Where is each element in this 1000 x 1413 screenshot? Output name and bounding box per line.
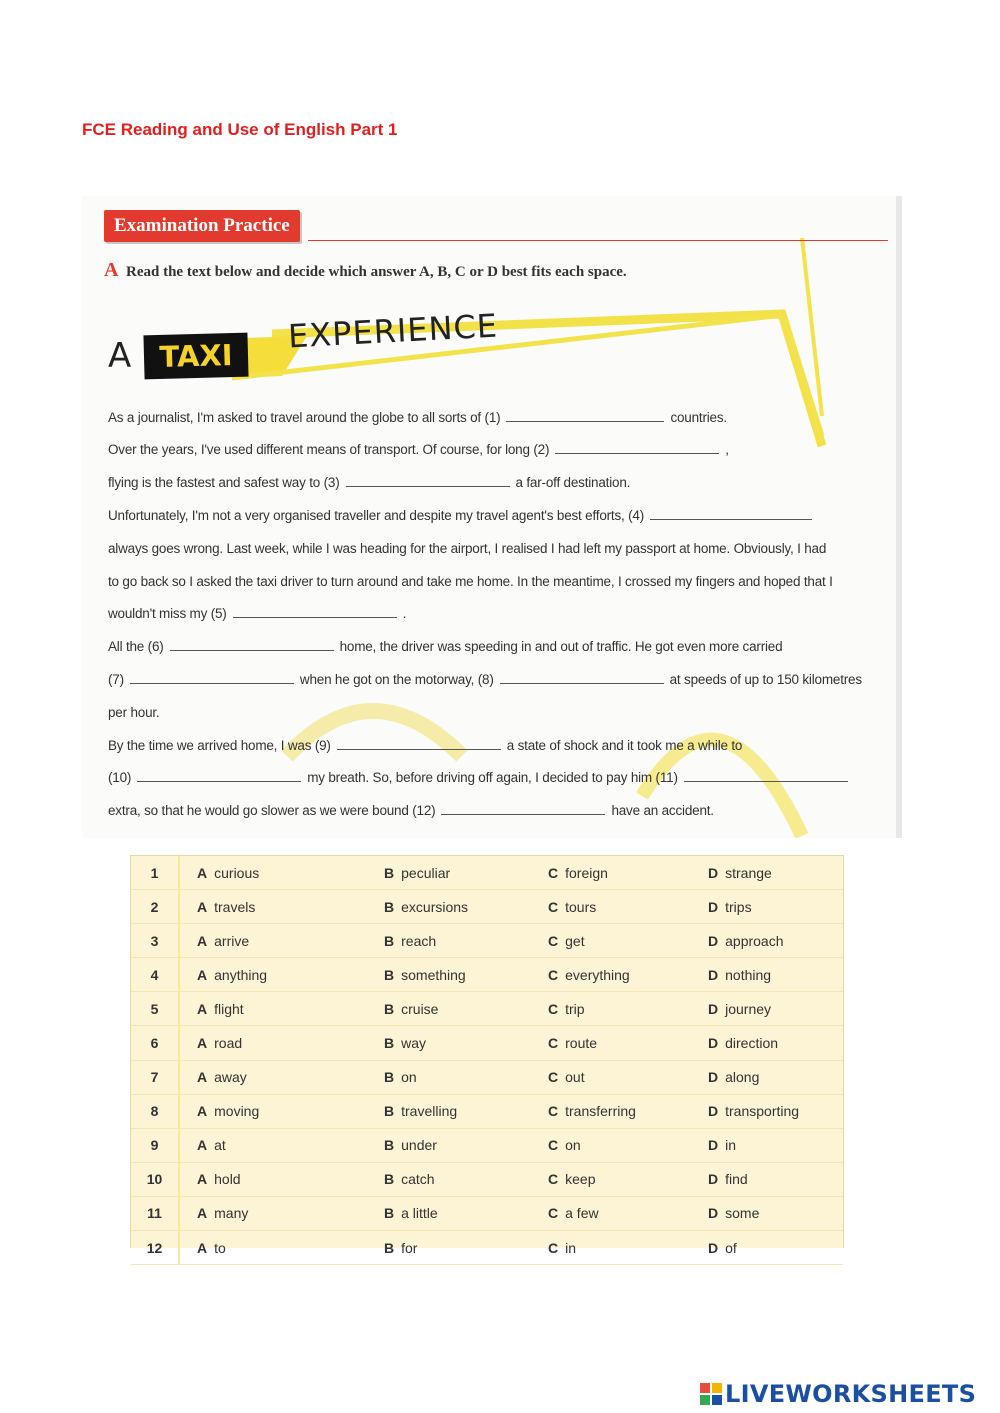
gap-6[interactable] (170, 639, 334, 651)
question-number: 11 (147, 1205, 162, 1222)
option-b[interactable] (384, 958, 548, 992)
option-c[interactable] (548, 890, 708, 924)
option-b[interactable] (384, 1026, 548, 1060)
option-c[interactable] (548, 1162, 708, 1196)
gap-5[interactable] (233, 606, 397, 618)
option-c[interactable] (548, 856, 708, 890)
option-d[interactable] (708, 890, 843, 924)
option-letter: C (548, 1069, 559, 1086)
option-word: out (565, 1069, 585, 1086)
scan-edge (896, 196, 902, 838)
option-word: some (725, 1205, 760, 1222)
option-letter: B (384, 1137, 395, 1154)
option-word: peculiar (401, 864, 451, 881)
option-letter: B (384, 1103, 395, 1120)
option-letter: A (197, 864, 208, 881)
option-word: transporting (725, 1103, 800, 1120)
option-word: way (401, 1035, 427, 1052)
option-c[interactable] (548, 1231, 708, 1265)
option-d[interactable] (708, 1026, 843, 1060)
option-letter: A (197, 1171, 208, 1188)
option-letter: C (548, 898, 559, 915)
passage-line-7: wouldn't miss my (5) . (108, 606, 407, 621)
option-number (131, 1060, 179, 1094)
option-b[interactable] (384, 1094, 548, 1128)
option-d[interactable] (708, 1060, 843, 1094)
options-table (130, 855, 844, 1256)
option-word: on (565, 1137, 581, 1154)
option-word: road (214, 1035, 243, 1052)
option-row-5 (131, 992, 843, 1026)
option-letter: A (197, 1035, 208, 1052)
option-letter: B (384, 932, 395, 949)
option-d[interactable] (708, 856, 843, 890)
question-number: 6 (150, 1035, 159, 1052)
option-letter: D (708, 1000, 719, 1017)
option-word: away (214, 1069, 247, 1086)
gap-8[interactable] (500, 672, 664, 684)
option-word: in (565, 1239, 577, 1256)
option-letter: A (197, 1000, 208, 1017)
gap-2[interactable] (555, 442, 719, 454)
option-row-1 (131, 856, 843, 890)
option-c[interactable] (548, 924, 708, 958)
exercise-scan (82, 196, 902, 838)
option-a[interactable] (179, 1128, 384, 1162)
question-number: 10 (146, 1171, 163, 1188)
option-word: of (725, 1239, 737, 1256)
option-word: excursions (401, 898, 469, 915)
option-a[interactable] (179, 1196, 384, 1230)
question-number: 1 (150, 864, 159, 881)
option-c[interactable] (548, 1026, 708, 1060)
option-word: nothing (725, 966, 772, 983)
logo-text: LIVEWORKSHEETS (725, 1380, 977, 1408)
option-letter: D (708, 932, 719, 949)
option-row-2 (131, 890, 843, 924)
option-letter: D (708, 1205, 719, 1222)
option-letter: C (548, 1239, 559, 1256)
question-number: 8 (150, 1103, 159, 1120)
option-word: curious (214, 864, 260, 881)
option-word: trips (725, 898, 752, 915)
option-a[interactable] (179, 1162, 384, 1196)
option-letter: C (548, 1171, 559, 1188)
passage-line-11: By the time we arrived home, I was (9) a state of shock and it took me a while to (108, 738, 743, 753)
option-a[interactable] (179, 1231, 384, 1265)
gap-1[interactable] (506, 410, 664, 422)
option-number (131, 1026, 179, 1060)
option-letter: B (384, 1239, 395, 1256)
option-c[interactable] (548, 1128, 708, 1162)
passage-line-10: per hour. (108, 705, 160, 720)
liveworksheets-logo (700, 1378, 976, 1410)
option-letter: C (548, 966, 559, 983)
option-row-7 (131, 1060, 843, 1094)
option-number (131, 958, 179, 992)
option-letter: C (548, 932, 559, 949)
option-letter: A (197, 966, 208, 983)
question-number: 12 (146, 1239, 163, 1256)
question-number: 5 (150, 1000, 159, 1017)
option-letter: B (384, 1171, 395, 1188)
option-row-6 (131, 1026, 843, 1060)
option-word: under (401, 1137, 437, 1154)
passage-line-8: All the (6) home, the driver was speeding in and out of traffic. He got even more carried (108, 639, 783, 654)
option-number (131, 992, 179, 1026)
option-letter: B (384, 898, 395, 915)
option-word: journey (725, 1000, 772, 1017)
headline-taxi: TAXI (143, 333, 248, 380)
option-word: keep (565, 1171, 596, 1188)
option-d[interactable] (708, 992, 843, 1026)
section-rule (308, 240, 888, 241)
option-letter: B (384, 864, 395, 881)
option-letter: D (708, 1171, 719, 1188)
option-word: a little (401, 1205, 438, 1222)
section-label: Examination Practice (104, 210, 300, 242)
option-letter: D (708, 1103, 719, 1120)
option-letter: D (708, 1137, 719, 1154)
option-b[interactable] (384, 1060, 548, 1094)
option-row-12 (131, 1231, 843, 1265)
instruction-text: Read the text below and decide which answer A, B, C or D best fits each space. (126, 264, 627, 280)
option-letter: B (384, 1000, 395, 1017)
passage-line-6: to go back so I asked the taxi driver to turn around and take me home. In the meantime, I crossed my fingers and hoped that I (108, 574, 833, 589)
option-word: route (565, 1035, 598, 1052)
liveworksheets-logo-icon (700, 1383, 722, 1405)
option-word: hold (214, 1171, 241, 1188)
option-word: something (401, 966, 466, 983)
option-number (131, 890, 179, 924)
option-number (131, 1162, 179, 1196)
passage-line-1: As a journalist, I'm asked to travel around the globe to all sorts of (1) countries. (108, 410, 727, 425)
question-number: 3 (150, 932, 159, 949)
option-word: for (401, 1239, 418, 1256)
option-a[interactable] (179, 992, 384, 1026)
option-d[interactable] (708, 924, 843, 958)
option-word: reach (401, 932, 437, 949)
option-letter: B (384, 1035, 395, 1052)
question-number: 2 (150, 898, 159, 915)
option-letter: A (197, 1205, 208, 1222)
option-word: at (214, 1137, 226, 1154)
option-letter: A (197, 898, 208, 915)
option-word: anything (214, 966, 268, 983)
option-d[interactable] (708, 1231, 843, 1265)
option-row-11 (131, 1196, 843, 1230)
option-letter: D (708, 1035, 719, 1052)
option-word: foreign (565, 864, 608, 881)
option-word: a few (565, 1205, 599, 1222)
gap-9[interactable] (337, 738, 501, 750)
option-word: strange (725, 864, 772, 881)
option-number (131, 924, 179, 958)
option-letter: A (197, 1137, 208, 1154)
option-a[interactable] (179, 1060, 384, 1094)
passage-line-9: (7) when he got on the motorway, (8) at speeds of up to 150 kilometres (108, 672, 862, 687)
option-letter: C (548, 1103, 559, 1120)
option-d[interactable] (708, 958, 843, 992)
passage-line-13: extra, so that he would go slower as we were bound (12) have an accident. (108, 803, 714, 818)
option-letter: D (708, 898, 719, 915)
option-letter: B (384, 966, 395, 983)
option-letter: C (548, 1137, 559, 1154)
option-b[interactable] (384, 992, 548, 1026)
option-c[interactable] (548, 1094, 708, 1128)
option-letter: B (384, 1069, 395, 1086)
option-letter: D (708, 966, 719, 983)
passage-line-2: Over the years, I've used different means of transport. Of course, for long (2) , (108, 442, 729, 457)
option-row-10 (131, 1162, 843, 1196)
option-word: approach (725, 932, 784, 949)
option-word: along (725, 1069, 760, 1086)
option-word: everything (565, 966, 630, 983)
gap-4[interactable] (650, 508, 812, 520)
gap-10[interactable] (137, 770, 301, 782)
option-number (131, 856, 179, 890)
option-letter: A (197, 1239, 208, 1256)
option-a[interactable] (179, 856, 384, 890)
option-c[interactable] (548, 1060, 708, 1094)
headline-prefix: A (108, 336, 133, 376)
option-letter: A (197, 1103, 208, 1120)
passage-line-12: (10) my breath. So, before driving off again, I decided to pay him (11) (108, 770, 854, 785)
page-title: FCE Reading and Use of English Part 1 (82, 120, 398, 139)
option-letter: D (708, 1069, 719, 1086)
option-b[interactable] (384, 924, 548, 958)
option-word: flight (214, 1000, 244, 1017)
option-word: in (725, 1137, 737, 1154)
passage-line-5: always goes wrong. Last week, while I was heading for the airport, I realised I had left my passport at home. Obviously, I had (108, 541, 827, 556)
instruction-letter: A (104, 259, 119, 281)
option-word: travels (214, 898, 256, 915)
option-letter: B (384, 1205, 395, 1222)
option-a[interactable] (179, 890, 384, 924)
option-word: direction (725, 1035, 779, 1052)
option-c[interactable] (548, 1196, 708, 1230)
option-b[interactable] (384, 1196, 548, 1230)
option-b[interactable] (384, 1231, 548, 1265)
passage-line-4: Unfortunately, I'm not a very organised traveller and despite my travel agent's best efforts, (4) (108, 508, 818, 523)
passage-line-3: flying is the fastest and safest way to (3) a far-off destination. (108, 475, 631, 490)
gap-3[interactable] (346, 475, 510, 487)
option-word: transferring (565, 1103, 636, 1120)
option-word: arrive (214, 932, 250, 949)
option-word: many (214, 1205, 249, 1222)
question-number: 9 (150, 1137, 159, 1154)
gap-12[interactable] (441, 803, 605, 815)
headline-experience: EXPERIENCE (287, 306, 499, 356)
option-a[interactable] (179, 958, 384, 992)
option-letter: D (708, 1239, 719, 1256)
option-word: get (565, 932, 585, 949)
option-letter: C (548, 1000, 559, 1017)
option-letter: C (548, 1035, 559, 1052)
option-c[interactable] (548, 992, 708, 1026)
option-letter: C (548, 864, 559, 881)
option-a[interactable] (179, 1094, 384, 1128)
option-word: tours (565, 898, 597, 915)
option-letter: C (548, 1205, 559, 1222)
option-word: trip (565, 1000, 585, 1017)
option-row-4 (131, 958, 843, 992)
option-number (131, 1196, 179, 1230)
option-b[interactable] (384, 1128, 548, 1162)
option-word: travelling (401, 1103, 458, 1120)
option-letter: A (197, 1069, 208, 1086)
option-a[interactable] (179, 1026, 384, 1060)
option-word: cruise (401, 1000, 439, 1017)
option-d[interactable] (708, 1162, 843, 1196)
question-number: 7 (150, 1069, 159, 1086)
option-word: to (214, 1239, 226, 1256)
option-word: find (725, 1171, 748, 1188)
option-row-9 (131, 1128, 843, 1162)
option-row-3 (131, 924, 843, 958)
option-b[interactable] (384, 890, 548, 924)
option-word: catch (401, 1171, 435, 1188)
option-word: moving (214, 1103, 260, 1120)
option-number (131, 1128, 179, 1162)
option-d[interactable] (708, 1094, 843, 1128)
option-d[interactable] (708, 1128, 843, 1162)
option-row-8 (131, 1094, 843, 1128)
question-number: 4 (150, 966, 159, 983)
option-a[interactable] (179, 924, 384, 958)
option-d[interactable] (708, 1196, 843, 1230)
option-number (131, 1231, 179, 1265)
option-word: on (401, 1069, 417, 1086)
gap-7[interactable] (130, 672, 294, 684)
gap-11[interactable] (684, 770, 848, 782)
option-c[interactable] (548, 958, 708, 992)
option-letter: A (197, 932, 208, 949)
option-letter: D (708, 864, 719, 881)
option-b[interactable] (384, 856, 548, 890)
option-b[interactable] (384, 1162, 548, 1196)
option-number (131, 1094, 179, 1128)
